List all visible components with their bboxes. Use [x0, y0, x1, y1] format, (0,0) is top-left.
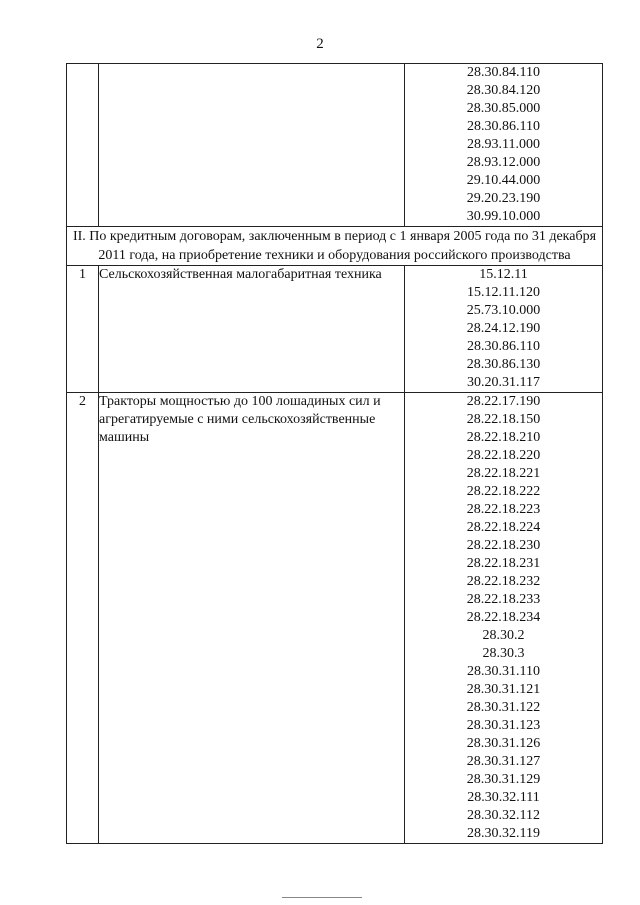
code-item: 28.22.18.150 — [466, 412, 541, 427]
code-item: 28.30.86.110 — [467, 339, 540, 354]
code-item: 28.30.31.129 — [466, 772, 541, 787]
code-item: 15.12.11 — [479, 267, 528, 282]
code-list — [405, 266, 603, 393]
code-item: 28.30.32.111 — [467, 790, 540, 805]
code-item: 28.22.18.222 — [466, 484, 541, 499]
code-item: 28.93.12.000 — [466, 155, 541, 170]
code-item: 28.24.12.190 — [466, 321, 541, 336]
code-list — [405, 64, 603, 227]
table-row-continuation — [67, 64, 603, 227]
code-item: 28.30.31.126 — [466, 736, 541, 751]
code-item: 25.73.10.000 — [466, 303, 541, 318]
table-row — [67, 266, 603, 393]
codes-table — [66, 63, 603, 844]
code-item: 28.22.18.224 — [466, 520, 541, 535]
code-item: 28.22.18.220 — [466, 448, 541, 463]
code-item: 28.30.2 — [482, 628, 525, 643]
code-item: 28.22.18.223 — [466, 502, 541, 517]
code-item: 28.30.32.112 — [467, 808, 540, 823]
code-item: 29.20.23.190 — [466, 191, 541, 206]
code-item: 28.22.18.234 — [466, 610, 541, 625]
row-number-cell — [67, 64, 99, 227]
row-number: 1 — [67, 266, 99, 393]
section-heading: II. По кредитным договорам, заключенным в период с 1 января 2005 года по 31 декабря 2011 года, на приобретение техники и оборудования российского производства — [67, 227, 603, 266]
code-item: 29.10.44.000 — [466, 173, 541, 188]
code-item: 28.30.84.110 — [467, 65, 540, 80]
footer-rule — [282, 897, 362, 898]
code-item: 28.30.3 — [482, 646, 525, 661]
code-item: 28.22.17.190 — [466, 394, 541, 409]
page-number: 2 — [316, 36, 324, 52]
code-item: 30.99.10.000 — [466, 209, 541, 224]
code-item: 28.22.18.233 — [466, 592, 541, 607]
row-name-cell — [99, 64, 405, 227]
code-item: 28.30.86.110 — [467, 119, 540, 134]
code-item: 28.22.18.232 — [466, 574, 541, 589]
code-item: 28.30.85.000 — [466, 101, 541, 116]
code-item: 28.22.18.221 — [466, 466, 541, 481]
code-item: 28.93.11.000 — [467, 137, 540, 152]
section-heading-row — [67, 227, 603, 266]
code-item: 15.12.11.120 — [467, 285, 540, 300]
code-item: 28.30.31.127 — [466, 754, 541, 769]
row-name: Тракторы мощностью до 100 лошадиных сил и агрегатируемые с ними сельскохозяйственные машины — [99, 393, 405, 844]
row-name: Сельскохозяйственная малогабаритная техника — [99, 266, 405, 393]
code-item: 28.30.31.122 — [466, 700, 541, 715]
code-item: 28.30.31.121 — [466, 682, 541, 697]
code-item: 28.22.18.230 — [466, 538, 541, 553]
code-item: 28.30.31.110 — [467, 664, 540, 679]
row-number: 2 — [67, 393, 99, 844]
code-item: 28.22.18.210 — [466, 430, 541, 445]
code-item: 28.30.86.130 — [466, 357, 541, 372]
code-item: 28.30.32.119 — [467, 826, 540, 841]
table-row — [67, 393, 603, 844]
code-item: 30.20.31.117 — [467, 375, 540, 390]
code-item: 28.22.18.231 — [466, 556, 541, 571]
code-item: 28.30.84.120 — [466, 83, 541, 98]
code-item: 28.30.31.123 — [466, 718, 541, 733]
code-list — [405, 393, 603, 844]
